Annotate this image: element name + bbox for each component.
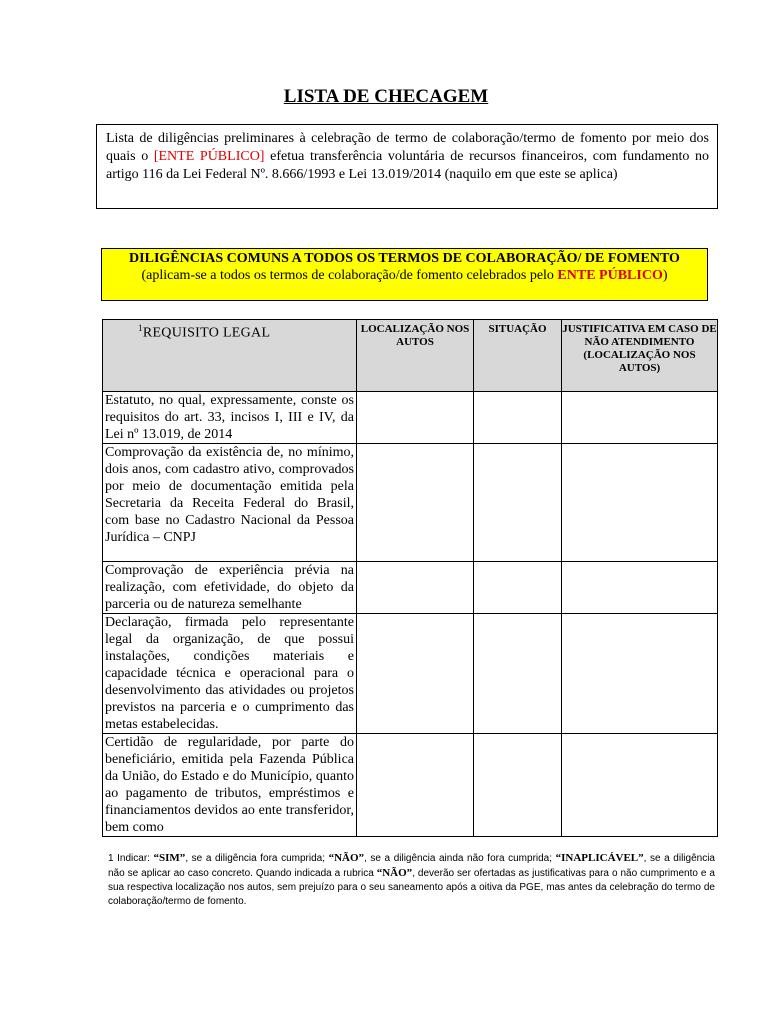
footnote-mark: 1	[138, 323, 143, 333]
header-justificativa: JUSTIFICATIVA EM CASO DE NÃO ATENDIMENTO (LOCALIZAÇÃO NOS AUTOS)	[562, 320, 718, 392]
table-row	[103, 734, 718, 837]
intro-box	[96, 124, 718, 209]
table-row	[103, 614, 718, 734]
section-ente-publico: ENTE PÚBLICO	[557, 268, 663, 283]
justificativa-cell[interactable]	[562, 734, 718, 837]
footnote-inaplicavel: “INAPLICÁVEL”	[555, 852, 644, 864]
footnote-nao: “NÃO”	[328, 852, 365, 864]
localizacao-cell[interactable]	[357, 392, 474, 444]
section-header-box	[101, 248, 708, 301]
table-row	[103, 392, 718, 444]
footnote-sim: “SIM”	[153, 852, 186, 864]
table-row	[103, 562, 718, 614]
localizacao-cell[interactable]	[357, 614, 474, 734]
header-situacao: SITUAÇÃO	[474, 320, 562, 392]
justificativa-cell[interactable]	[562, 444, 718, 562]
intro-ente-publico: [ENTE PÚBLICO]	[153, 149, 265, 164]
requisito-cell: Comprovação da existência de, no mínimo, dois anos, com cadastro ativo, comprovados por meio de documentação emitida pela Secretaria da Receita Federal do Brasil, com base no Cadastro Nacional da Pessoa Jurídica – CNPJ	[103, 444, 357, 562]
requisito-cell: Certidão de regularidade, por parte do beneficiário, emitida pela Fazenda Pública da União, do Estado e do Município, quanto ao pagamento de tributos, empréstimos e financiamentos devidos ao ente transferidor, bem como	[103, 734, 357, 837]
requisito-cell: Comprovação de experiência prévia na realização, com efetividade, do objeto da parceria ou de natureza semelhante	[103, 562, 357, 614]
footnote: 1 Indicar: “SIM”, se a diligência fora cumprida; “NÃO”, se a diligência ainda não fora cumprida; “INAPLICÁVEL”, se a diligência não se aplicar ao caso concreto. Quando indicada a rubrica “NÃO”, deverão ser ofertadas as justificativas para o não cumprimento e a sua respectiva localização nos autos, sem prejuízo para o seu saneamento após a oitiva da PGE, mas antes da celebração do termo de colaboração/termo de fomento.	[108, 852, 715, 907]
justificativa-cell[interactable]	[562, 562, 718, 614]
situacao-cell[interactable]	[474, 444, 562, 562]
justificativa-cell[interactable]	[562, 614, 718, 734]
header-requisito-legal: $^1$REQUISITO LEGAL	[103, 320, 357, 392]
table-row	[103, 444, 718, 562]
requisito-cell: Estatuto, no qual, expressamente, conste os requisitos do art. 33, incisos I, III e IV, da Lei nº 13.019, de 2014	[103, 392, 357, 444]
localizacao-cell[interactable]	[357, 562, 474, 614]
requisito-cell: Declaração, firmada pelo representante legal da organização, de que possui instalações, condições materiais e capacidade técnica e operacional para o desenvolvimento das atividades ou projetos previstos na parceria e o cumprimento das metas estabelecidas.	[103, 614, 357, 734]
footnote-nao-2: “NÃO”	[376, 867, 413, 879]
intro-text-after: efetua transferência voluntária de recursos financeiros, com fundamento no artigo 116 da Lei Federal Nº. 8.666/1993 e Lei 13.019/2014 (naquilo em que este se aplica)	[106, 149, 710, 182]
header-localizacao: LOCALIZAÇÃO NOS AUTOS	[357, 320, 474, 392]
justificativa-cell[interactable]	[562, 392, 718, 444]
intro-text-before: Lista de diligências preliminares à celebração de termo de colaboração/termo de fomento por meio dos quais o	[106, 131, 709, 164]
localizacao-cell[interactable]	[357, 734, 474, 837]
requirements-table	[102, 319, 718, 837]
situacao-cell[interactable]	[474, 562, 562, 614]
situacao-cell[interactable]	[474, 614, 562, 734]
table-header-row	[103, 320, 718, 392]
section-subtitle: (aplicam-se a todos os termos de colaboração/de fomento celebrados pelo ENTE PÚBLICO)	[141, 268, 668, 283]
section-title: DILIGÊNCIAS COMUNS A TODOS OS TERMOS DE COLABORAÇÃO/ DE FOMENTO	[129, 251, 680, 266]
situacao-cell[interactable]	[474, 734, 562, 837]
localizacao-cell[interactable]	[357, 444, 474, 562]
situacao-cell[interactable]	[474, 392, 562, 444]
page-title: LISTA DE CHECAGEM	[283, 86, 489, 107]
